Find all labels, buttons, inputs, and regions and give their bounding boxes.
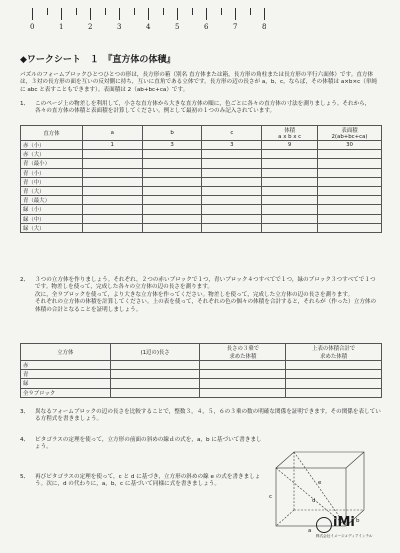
ruler-tick bbox=[105, 8, 106, 15]
cuboid-table-header bbox=[21, 126, 382, 141]
cuboid-table-row-value[interactable] bbox=[82, 168, 142, 177]
cube-table-row-label: 赤 bbox=[21, 361, 111, 370]
cuboid-table-row-value[interactable] bbox=[142, 223, 202, 232]
cuboid-table-row-value[interactable] bbox=[202, 168, 262, 177]
cuboid-table-row bbox=[21, 150, 382, 159]
cube-table-row bbox=[21, 388, 382, 397]
label-c: c bbox=[269, 494, 273, 500]
label-a: a bbox=[308, 528, 312, 532]
q2-number: 2、 bbox=[20, 277, 30, 283]
cuboid-table-row-value[interactable] bbox=[142, 150, 202, 159]
label-e: e bbox=[318, 480, 322, 486]
cuboid-table-row-value[interactable] bbox=[262, 177, 318, 186]
cube-table-header-cell: 長さの３乗で 求めた体積 bbox=[200, 344, 286, 361]
cuboid-table-row-value[interactable] bbox=[142, 186, 202, 195]
cube-table-row-value[interactable] bbox=[110, 370, 200, 379]
cube-table-row bbox=[21, 361, 382, 370]
cube-table-row-value[interactable] bbox=[110, 379, 200, 388]
cuboid-table-row-value[interactable] bbox=[262, 223, 318, 232]
q1-text: このページ上の物差しを利用して，小さな直方体から大きな直方体の順に，色ごとに各々の直方体の寸法を測りましょう。それから，各々の直方体の体積と表面積を計算してください。例として最初の１つのみ記入されています。 bbox=[35, 101, 371, 115]
cuboid-table-row-value[interactable] bbox=[142, 177, 202, 186]
logo-emblem-icon bbox=[316, 517, 332, 533]
ruler-tick bbox=[90, 8, 91, 20]
ruler-tick bbox=[134, 8, 135, 15]
cuboid-table-row-value[interactable] bbox=[318, 150, 382, 159]
cuboid-table-row-value[interactable] bbox=[202, 186, 262, 195]
cuboid-table-row-value[interactable] bbox=[82, 159, 142, 168]
cube-table-row-value[interactable] bbox=[286, 379, 382, 388]
cuboid-table-row bbox=[21, 205, 382, 214]
cuboid-table-row-value[interactable] bbox=[318, 177, 382, 186]
cuboid-table-row-value[interactable] bbox=[82, 150, 142, 159]
ruler-number: 4 bbox=[146, 23, 151, 31]
cuboid-table-row-value[interactable] bbox=[142, 214, 202, 223]
cuboid-table-row-label: 赤（小） bbox=[21, 141, 83, 150]
q5-number: 5、 bbox=[20, 474, 30, 480]
cube-table-row-label: 緑 bbox=[21, 379, 111, 388]
cuboid-table-row-value[interactable] bbox=[142, 159, 202, 168]
cuboid-table-row-value[interactable] bbox=[262, 205, 318, 214]
cuboid-table-row-value[interactable] bbox=[142, 205, 202, 214]
cuboid-table-row-value[interactable] bbox=[262, 159, 318, 168]
ruler-tick bbox=[119, 8, 120, 20]
ruler-number: 8 bbox=[262, 23, 267, 31]
ruler-number: 5 bbox=[175, 23, 180, 31]
cube-table-header bbox=[21, 344, 382, 361]
cuboid-table-row-label: 青（小） bbox=[21, 168, 83, 177]
cuboid-table-row-value[interactable]: 1 bbox=[82, 141, 142, 150]
ruler-tick bbox=[47, 8, 48, 15]
q3-text: 異なるフォームブロックの辺の長さを比較することで，整数３，４，５，６の３乗の数の明確な関係を証明できます。その関係を表している方程式を書きましょう。 bbox=[35, 409, 381, 423]
cuboid-table-header-cell: a bbox=[82, 126, 142, 141]
cuboid-table-row-value[interactable] bbox=[202, 177, 262, 186]
cuboid-table-header-cell: 体積 a x b x c bbox=[262, 126, 318, 141]
q4-number: 4、 bbox=[20, 437, 30, 443]
cuboid-table-row bbox=[21, 141, 382, 150]
cuboid-table-row-label: 青（大） bbox=[21, 186, 83, 195]
cuboid-table-row bbox=[21, 214, 382, 223]
cuboid-table-row-value[interactable] bbox=[262, 150, 318, 159]
q2-text: ３つの立方体を作りましょう。それぞれ，２つの赤いブロックで１つ，青いブロック４つすべてで１つ，緑のブロック３つすべてで１つです。物差しを使って，完成した各々の立方体の辺の長さを測ります。 次に，全９ブロックを使って，より大きな立方体を作ってください。物差しを使って，完成した立方体の辺の長さを測ります。 それぞれの立方体の体積を計算してください。上の表を使って，それぞれの色の個々の体積を合計すると，それらが（作った）立方体の体積の合計となることを証明しましょう。 bbox=[35, 277, 377, 313]
logo-mark: iMi bbox=[333, 515, 355, 530]
cuboid-table-row bbox=[21, 196, 382, 205]
cuboid-table-row-value[interactable]: 3 bbox=[202, 141, 262, 150]
cuboid-table-row-value[interactable] bbox=[262, 168, 318, 177]
cuboid-table-row bbox=[21, 168, 382, 177]
cuboid-table-header-cell: 直方体 bbox=[21, 126, 83, 141]
cube-table-row-value[interactable] bbox=[200, 379, 286, 388]
cuboid-table-row-value[interactable] bbox=[202, 196, 262, 205]
q3-number: 3、 bbox=[20, 409, 30, 415]
ruler-tick bbox=[163, 8, 164, 15]
worksheet-title: ◆ワークシート １ 『直方体の体積』 bbox=[20, 55, 176, 65]
ruler-tick bbox=[148, 8, 149, 20]
ruler-tick bbox=[32, 8, 33, 20]
cube-table-row-value[interactable] bbox=[200, 370, 286, 379]
ruler-tick bbox=[61, 8, 62, 20]
cuboid-table-row-value[interactable] bbox=[142, 196, 202, 205]
ruler-tick bbox=[192, 8, 193, 15]
ruler-tick bbox=[235, 8, 236, 20]
cuboid-table-header-cell: 表面積 2(ab+bc+ca) bbox=[318, 126, 382, 141]
cuboid-table-row-value[interactable] bbox=[318, 205, 382, 214]
cuboid-table-row-value[interactable]: 3 bbox=[142, 141, 202, 150]
cuboid-table-row-value[interactable] bbox=[202, 150, 262, 159]
cuboid-table-row-label: 青（中） bbox=[21, 177, 83, 186]
cube-table-row-value[interactable] bbox=[286, 370, 382, 379]
cuboid-table-row bbox=[21, 177, 382, 186]
cube-table-row bbox=[21, 379, 382, 388]
cube-table-header-cell: (1辺の)長さ bbox=[110, 344, 200, 361]
cuboid-table-row-label: 赤（大） bbox=[21, 150, 83, 159]
cuboid-table-row bbox=[21, 186, 382, 195]
cuboid-table-header-cell: c bbox=[202, 126, 262, 141]
cuboid-table-row-value[interactable] bbox=[82, 186, 142, 195]
cuboid-table-row-label: 緑（小） bbox=[21, 205, 83, 214]
ruler bbox=[28, 8, 288, 38]
cube-table-header-cell: 立方体 bbox=[21, 344, 111, 361]
cuboid-table-row-value[interactable] bbox=[318, 159, 382, 168]
cube-table-row-value[interactable] bbox=[286, 388, 382, 397]
cuboid-table-row-value[interactable] bbox=[262, 214, 318, 223]
cuboid-table-row bbox=[21, 223, 382, 232]
cuboid-table-row-value[interactable] bbox=[202, 159, 262, 168]
cuboid-table-row-value[interactable] bbox=[318, 168, 382, 177]
cuboid-table-row-value[interactable] bbox=[202, 223, 262, 232]
cube-table-header-cell: 上表の体積合計で 求めた体積 bbox=[286, 344, 382, 361]
cuboid-table-row-value[interactable] bbox=[82, 205, 142, 214]
company-name: 株式会社イメージメディアインテル bbox=[316, 534, 373, 538]
ruler-tick bbox=[177, 8, 178, 20]
cuboid-table-row-label: 青（最大） bbox=[21, 196, 83, 205]
ruler-number: 2 bbox=[88, 23, 93, 31]
cuboid-table-row-value[interactable] bbox=[262, 186, 318, 195]
cuboid-table-row-label: 緑（大） bbox=[21, 223, 83, 232]
cube-table-row-value[interactable] bbox=[200, 361, 286, 370]
cuboid-table-row-value[interactable] bbox=[202, 214, 262, 223]
cuboid-table bbox=[20, 125, 382, 233]
cuboid-table-row-value[interactable] bbox=[142, 168, 202, 177]
cuboid-table-row-value[interactable]: 30 bbox=[318, 141, 382, 150]
ruler-tick bbox=[264, 8, 265, 20]
ruler-number: 3 bbox=[117, 23, 122, 31]
cube-table-row bbox=[21, 370, 382, 379]
cuboid-table-row-value[interactable] bbox=[202, 205, 262, 214]
cube-table bbox=[20, 343, 382, 398]
cube-table-row-value[interactable] bbox=[110, 361, 200, 370]
cuboid-table-row-value[interactable] bbox=[262, 196, 318, 205]
cuboid-table-row bbox=[21, 159, 382, 168]
ruler-tick bbox=[221, 8, 222, 15]
label-b: b bbox=[356, 518, 360, 524]
ruler-tick bbox=[76, 8, 77, 15]
cuboid-table-row-value[interactable] bbox=[82, 177, 142, 186]
ruler-tick bbox=[206, 8, 207, 20]
ruler-number: 7 bbox=[233, 23, 238, 31]
cuboid-table-row-value[interactable] bbox=[82, 214, 142, 223]
company-logo bbox=[316, 515, 376, 543]
cube-table-row-value[interactable] bbox=[200, 388, 286, 397]
ruler-number: 0 bbox=[30, 23, 35, 31]
cuboid-table-row-value[interactable] bbox=[318, 214, 382, 223]
cuboid-table-row-value[interactable] bbox=[82, 223, 142, 232]
ruler-tick bbox=[250, 8, 251, 15]
cuboid-table-row-value[interactable] bbox=[318, 223, 382, 232]
ruler-number: 6 bbox=[204, 23, 209, 31]
cuboid-table-row-label: 緑（中） bbox=[21, 214, 83, 223]
cuboid-table-row-label: 青（最小） bbox=[21, 159, 83, 168]
cuboid-table-row-value[interactable] bbox=[318, 196, 382, 205]
cube-table-row-label: 青 bbox=[21, 370, 111, 379]
cuboid-table-header-cell: b bbox=[142, 126, 202, 141]
q1-number: 1、 bbox=[20, 101, 30, 107]
cube-table-row-value[interactable] bbox=[286, 361, 382, 370]
cuboid-table-row-value[interactable] bbox=[82, 196, 142, 205]
cuboid-table-row-value[interactable] bbox=[318, 186, 382, 195]
q5-text: 再びピタゴラスの定理を使って，c と d に基づき，立方形の斜めの線 e の式を書きましょう。次に，d の代わりに，a，b，c に基づいて同様に式を書きましょう。 bbox=[35, 474, 261, 488]
label-d: d bbox=[312, 498, 316, 504]
cube-table-row-value[interactable] bbox=[110, 388, 200, 397]
intro-paragraph: パズルのフォームブロックひとつひとつの形は，長方形の箱（別名 直方体または箱，長方形の角柱または長方形の平行六面体）です。直方体は，３対の長方形の面を互いの反対側に持ち，互いに直角である立体です。長方形の辺の長さが a，b，c，ならば，その体積は a×b×c（単純に abc と表すこともできます）。表面積は 2（ab+bc+ca）です。 bbox=[20, 72, 378, 93]
ruler-number: 1 bbox=[59, 23, 64, 31]
cuboid-table-row-value[interactable]: 9 bbox=[262, 141, 318, 150]
q4-text: ピタゴラスの定理を使って，立方形の前面の斜めの線ｄの式を，a，b に基づいて書きましょう。 bbox=[35, 437, 262, 451]
cube-table-row-label: 全９ブロック bbox=[21, 388, 111, 397]
